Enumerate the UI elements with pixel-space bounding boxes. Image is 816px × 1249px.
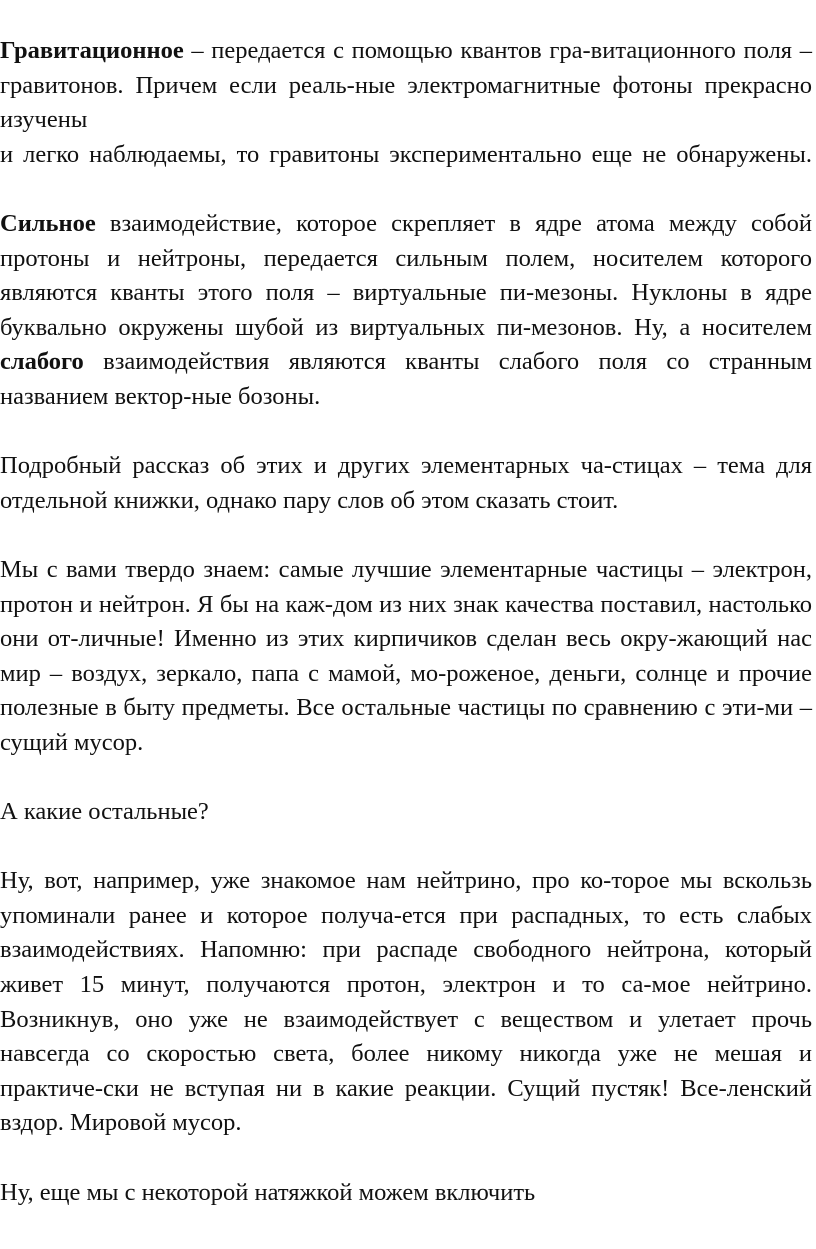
paragraph-strong-weak: [0, 207, 812, 415]
paragraph-particles-intro: Подробный рассказ об этих и других элементарных ча-стицах – тема для отдельной книжки, однако пару слов об этом сказать стоит.: [0, 452, 812, 514]
paragraph-line: [0, 138, 812, 173]
paragraph-gravitational: [0, 34, 812, 172]
paragraph-text: и легко наблюдаемы, то гравитоны экспериментально еще не обнаружены.: [0, 140, 812, 168]
paragraph-text: – передается с помощью квантов гра-витационного поля – гравитонов. Причем если реаль-ные электромагнитные фотоны прекрасно изучены: [0, 37, 812, 134]
document-page: [0, 34, 812, 1210]
paragraph-neutrino: Ну, вот, например, уже знакомое нам нейтрино, про ко-торое мы вскользь упоминали ранее и которое получа-ется при распадных, то есть слабых взаимодействиях. Напомню: при распаде свободного нейтрона, который живет 15 минут, получаются протон, электрон и то са-мое нейтрино. Возникнув, оно уже не взаимодействует с веществом и улетает прочь навсегда со скоростью света, более никому никогда уже не мешая и практиче-ски не вступая ни в какие реакции. Сущий пустяк! Все-ленский вздор. Мировой мусор.: [0, 867, 812, 1137]
paragraph-text: взаимодействие, которое скрепляет в ядре атома между собой протоны и нейтроны, передается сильным полем, носителем которого являются кванты этого поля – виртуальные пи-мезоны. Нуклоны в ядре буквально окружены шубой из виртуальных пи-мезонов. Ну, а носителем: [0, 209, 812, 341]
term-strong: Сильное: [0, 209, 96, 237]
paragraph-line: [0, 34, 812, 138]
term-weak: слабого: [0, 348, 84, 376]
term-gravitational: Гравитационное: [0, 37, 184, 64]
paragraph-best-particles: Мы с вами твердо знаем: самые лучшие элементарные частицы – электрон, протон и нейтрон. Я бы на каж-дом из них знак качества поставил, настолько они от-личные! Именно из этих кирпичиков сделан весь окру-жающий нас мир – воздух, зеркало, папа с мамой, мо-роженое, деньги, солнце и прочие полезные в быту предметы. Все остальные частицы по сравнению с эти-ми – сущий мусор.: [0, 555, 812, 756]
paragraph-text: взаимодействия являются кванты слабого поля со странным названием вектор-ные бозоны.: [0, 348, 812, 410]
paragraph-question: А какие остальные?: [0, 798, 209, 826]
paragraph-continuation: Ну, еще мы с некоторой натяжкой можем включить: [0, 1178, 536, 1206]
